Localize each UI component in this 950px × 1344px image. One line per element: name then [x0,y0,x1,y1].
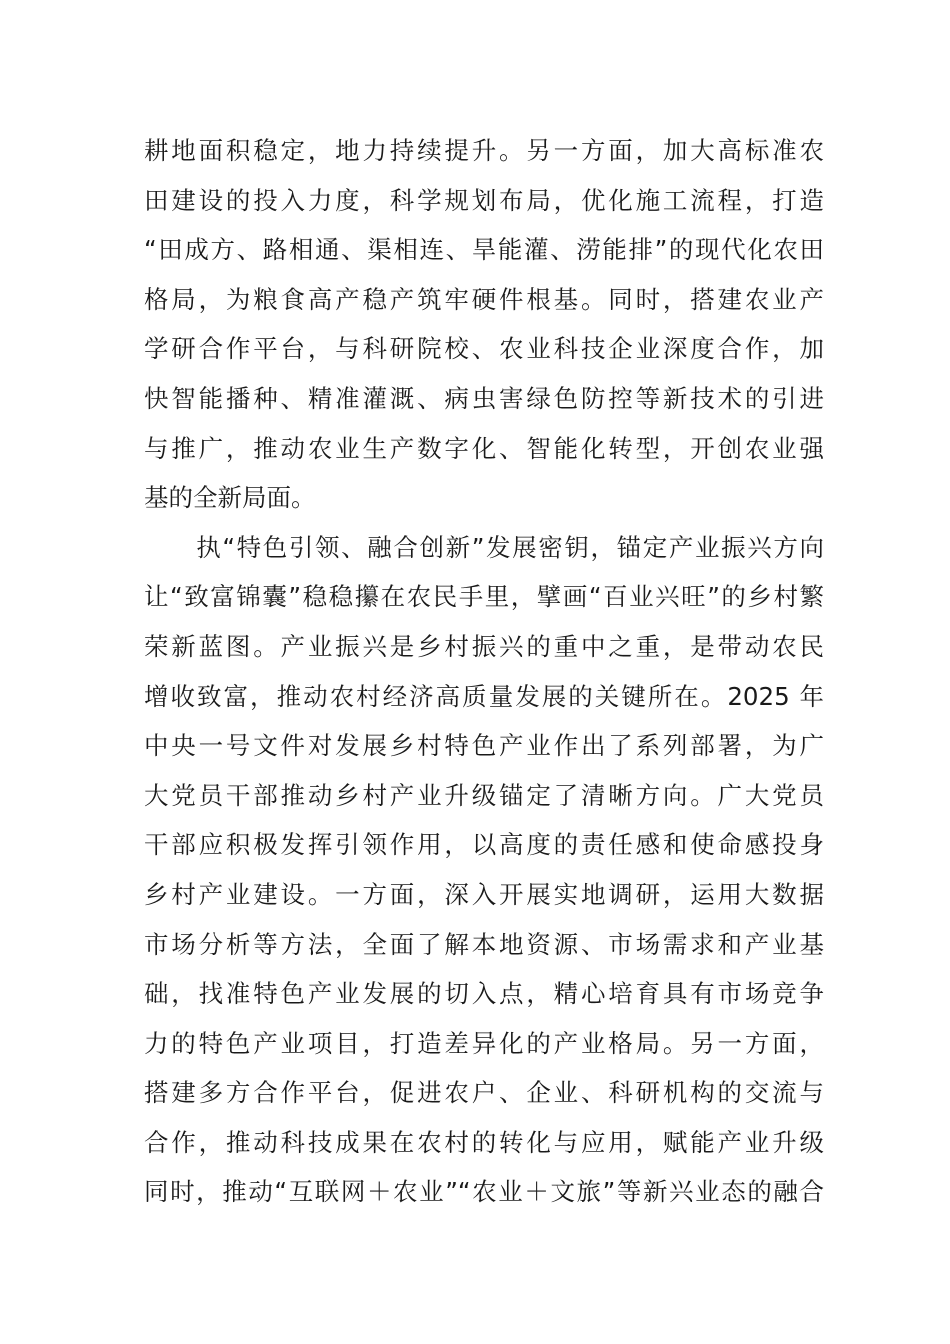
text-line: 荣新蓝图。产业振兴是乡村振兴的重中之重，是带动农民 [144,631,824,661]
text-line: 快智能播种、精准灌溉、病虫害绿色防控等新技术的引进 [144,383,824,413]
paragraph-first-line: 执“特色引领、融合创新”发展密钥，锚定产业振兴方向 [144,532,824,562]
text-line: 力的特色产业项目，打造差异化的产业格局。另一方面， [144,1028,824,1058]
text-line: 增收致富，推动农村经济高质量发展的关键所在。2025 年 [144,681,824,711]
body-text [144,126,824,1217]
text-line: 市场分析等方法，全面了解本地资源、市场需求和产业基 [144,929,824,959]
text-line: “田成方、路相通、渠相连、旱能灌、涝能排”的现代化农田 [144,235,824,265]
text-line: 让“致富锦囊”稳稳攥在农民手里，擘画“百业兴旺”的乡村繁 [144,582,824,612]
text-line: 同时，推动“互联网＋农业”“农业＋文旅”等新兴业态的融合 [144,1177,824,1207]
text-line: 乡村产业建设。一方面，深入开展实地调研，运用大数据 [144,879,824,909]
text-line: 础，找准特色产业发展的切入点，精心培育具有市场竞争 [144,979,824,1009]
text-line: 搭建多方合作平台，促进农户、企业、科研机构的交流与 [144,1078,824,1108]
text-line: 干部应积极发挥引领作用，以高度的责任感和使命感投身 [144,830,824,860]
text-line: 学研合作平台，与科研院校、农业科技企业深度合作，加 [144,334,824,364]
text-line: 格局，为粮食高产稳产筑牢硬件根基。同时，搭建农业产 [144,284,824,314]
text-line: 与推广，推动农业生产数字化、智能化转型，开创农业强 [144,433,824,463]
text-line: 合作，推动科技成果在农村的转化与应用，赋能产业升级 [144,1127,824,1157]
text-line: 大党员干部推动乡村产业升级锚定了清晰方向。广大党员 [144,780,824,810]
text-line: 中央一号文件对发展乡村特色产业作出了系列部署，为广 [144,731,824,761]
text-line: 耕地面积稳定，地力持续提升。另一方面，加大高标准农 [144,136,824,165]
text-line: 田建设的投入力度，科学规划布局，优化施工流程，打造 [144,185,824,215]
text-line: 基的全新局面。 [144,483,316,513]
